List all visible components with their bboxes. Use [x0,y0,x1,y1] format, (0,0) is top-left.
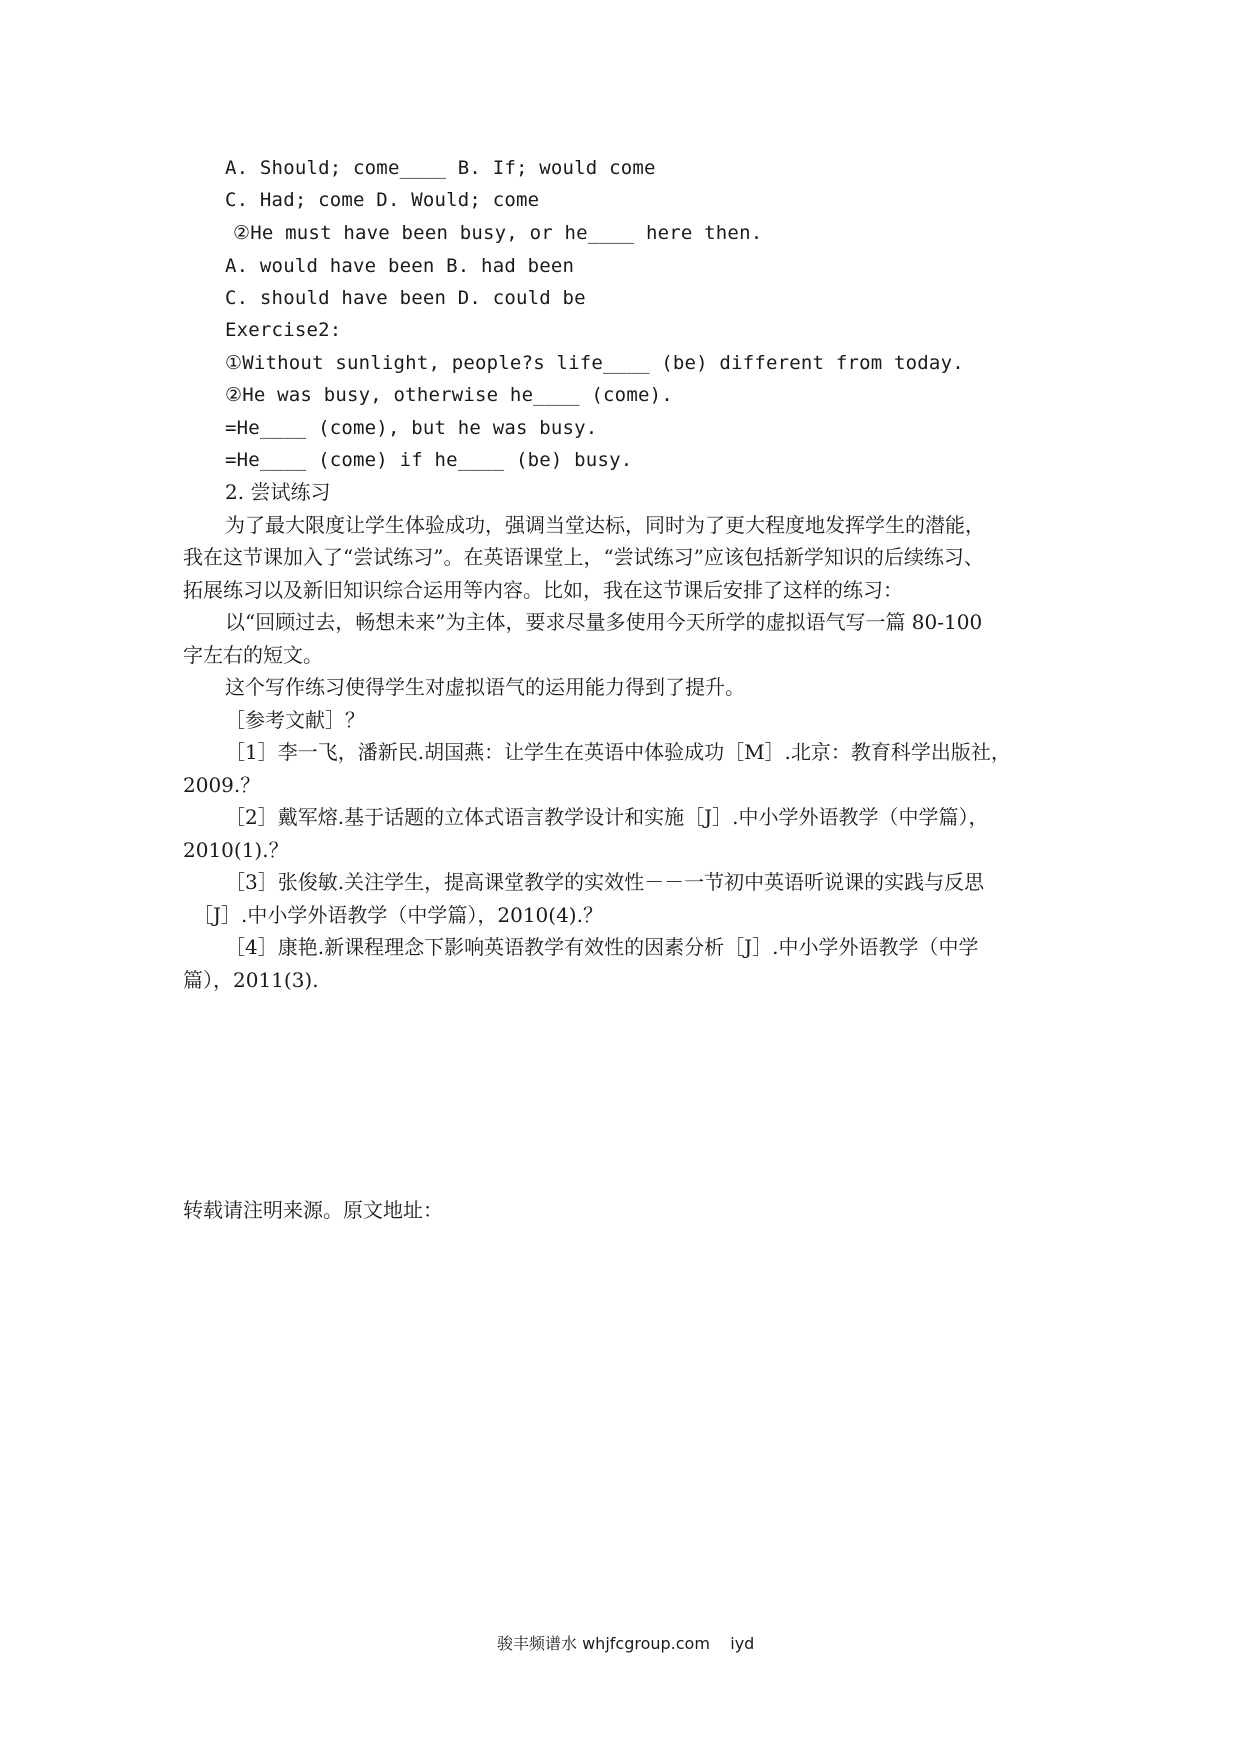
reference-4-line-2: 篇），2011(3). [183,968,319,992]
exercise2-q2-equivalent-1: =He____ (come), but he was busy. [225,417,598,439]
exercise2-q2-equivalent-2: =He____ (come) if he____ (be) busy. [225,449,633,471]
paragraph-3: 这个写作练习使得学生对虚拟语气的运用能力得到了提升。 [225,675,745,699]
exercise1-q2-options-cd: C. should have been D. could be [225,287,586,309]
section-heading: 2. 尝试练习 [225,480,331,504]
reprint-note: 转载请注明来源。原文地址： [183,1198,443,1222]
paragraph-1-line-3: 拓展练习以及新旧知识综合运用等内容。比如，我在这节课后安排了这样的练习： [183,578,903,602]
paragraph-1-line-1: 为了最大限度让学生体验成功，强调当堂达标，同时为了更大程度地发挥学生的潜能， [225,513,985,537]
page-footer: 骏丰频谱水 whjfcgroup.com iyd [497,1634,755,1653]
references-heading: ［参考文献］？ [225,708,365,732]
reference-3-line-1: ［3］张俊敏.关注学生，提高课堂教学的实效性－－一节初中英语听说课的实践与反思 [225,870,985,894]
paragraph-2-line-2: 字左右的短文。 [183,643,323,667]
paragraph-1-line-2: 我在这节课加入了“尝试练习”。在英语课堂上，“尝试练习”应该包括新学知识的后续练习、 [183,545,984,569]
reference-4-line-1: ［4］康艳.新课程理念下影响英语教学有效性的因素分析［J］.中小学外语教学（中学 [225,935,979,959]
reference-2-line-2: 2010(1).？ [183,838,289,862]
exercise1-q2-options-ab: A. would have been B. had been [225,255,575,277]
exercise2-q1: ①Without sunlight, people?s life____ (be) different from today. [225,352,964,374]
reference-1-line-1: ［1］李一飞，潘新民.胡国燕：让学生在英语中体验成功［M］.北京：教育科学出版社， [225,740,1011,764]
exercise1-q2: ②He must have been busy, or he____ here then. [233,222,763,244]
exercise1-q1-options-cd: C. Had; come D. Would; come [225,189,540,211]
exercise2-q2: ②He was busy, otherwise he____ (come). [225,384,673,406]
paragraph-2-line-1: 以“回顾过去，畅想未来”为主体，要求尽量多使用今天所学的虚拟语气写一篇 80-100 [225,610,983,634]
exercise2-title: Exercise2: [225,319,342,341]
reference-1-line-2: 2009.？ [183,773,261,797]
reference-2-line-1: ［2］戴军熔.基于话题的立体式语言教学设计和实施［J］.中小学外语教学（中学篇）， [225,805,989,829]
exercise1-q1-options-ab: A. Should; come____ B. If; would come [225,157,656,179]
reference-3-line-2: ［J］.中小学外语教学（中学篇），2010(4).？ [193,903,603,927]
